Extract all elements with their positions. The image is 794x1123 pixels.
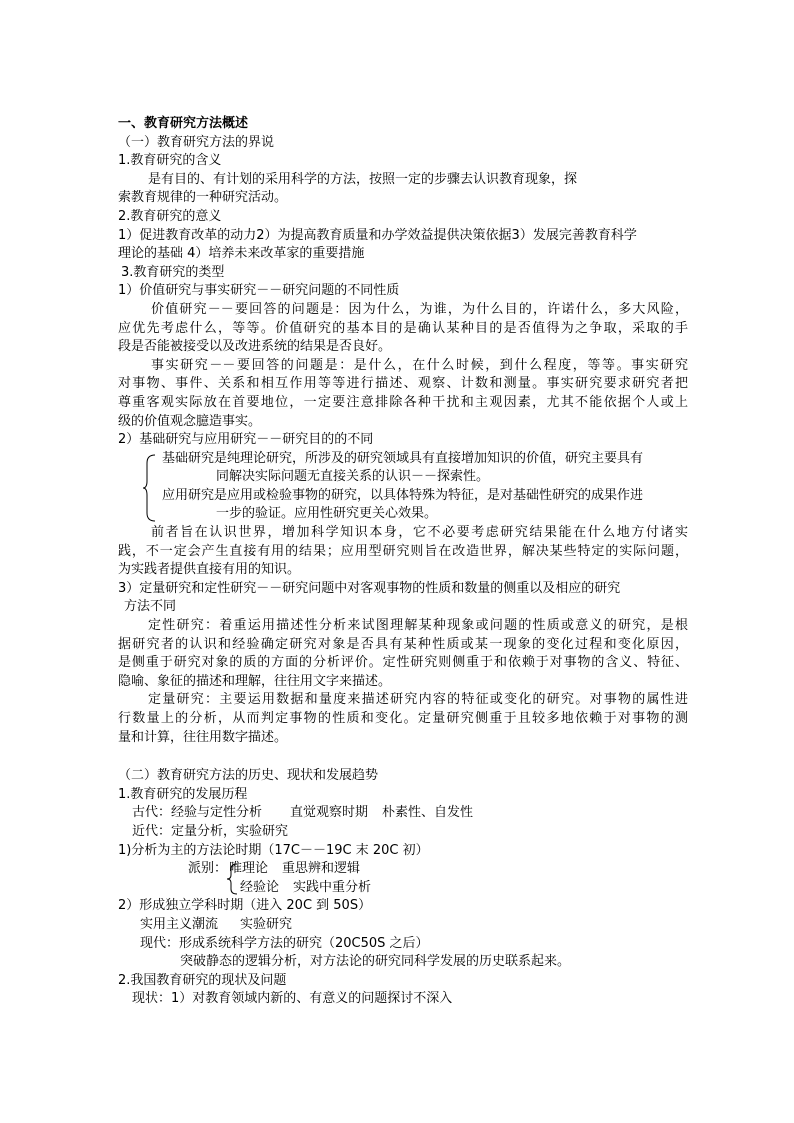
schools-brace-group (118, 860, 688, 897)
paragraph-line: 据研究者的认识和经验确定研究对象是否具有某种性质或某一现象的变化过程和变化原因， (118, 636, 688, 652)
type-heading: 方法不同 (124, 599, 177, 615)
history-text: 2）形成独立学科时期（进入 20C 到 50S） (118, 898, 372, 914)
paragraph-line: 尊重客观实际放在首要地位，一定要注意排除各种干扰和主观因素，尤其不能依据个人或上 (118, 394, 688, 410)
history-row (118, 804, 688, 823)
subsection-title: （一）教育研究方法的界说 (118, 134, 275, 150)
paragraph-line: 定性研究：着重运用描述性分析来试图理解某种现象或问题的性质或意义的研究，是根 (148, 618, 688, 634)
school-row (118, 879, 688, 898)
document-body (118, 115, 688, 1009)
paragraph-line: 理论的基础 4）培养未来改革家的重要措施 (118, 246, 365, 262)
paragraph-line: 是有目的、有计划的采用科学的方法，按照一定的步骤去认识教育现象，探 (148, 171, 578, 187)
paragraph-line: 践，不一定会产生直接有用的结果；应用型研究则旨在改造世界，解决某些特定的实际问题， (118, 543, 688, 559)
school-name: 唯理论 (229, 861, 269, 877)
paragraph-line: 定量研究：主要运用数据和量度来描述研究内容的特征或变化的研究。对事物的属性进 (148, 692, 688, 708)
subsection-title: （二）教育研究方法的历史、现状和发展趋势 (118, 768, 379, 784)
item-heading: 1.教育研究的含义 (118, 153, 222, 169)
paragraph-line: 事实研究－－要回答的问题是：是什么，在什么时候，到什么程度，等等。事实研究 (151, 357, 688, 373)
history-text: 现状：1）对教育领域内新的、有意义的问题探讨不深入 (132, 991, 453, 1007)
history-text: 1)分析为主的方法论时期（17C－－19C 末 20C 初） (118, 842, 429, 858)
history-text: 突破静态的逻辑分析，对方法论的研究同科学发展的历史联系起来。 (180, 954, 571, 970)
history-row (118, 916, 688, 935)
type-heading: 3）定量研究和定性研究－－研究问题中对客观事物的性质和数量的侧重以及相应的研究 (118, 580, 621, 596)
blank-line (118, 747, 688, 767)
history-text: 实用主义潮流 (140, 916, 219, 932)
type-heading: 1）价值研究与事实研究－－研究问题的不同性质 (118, 283, 400, 299)
item-heading: 2.教育研究的意义 (118, 208, 222, 224)
history-text: 古代：经验与定性分析 (132, 805, 263, 821)
brace-icon (226, 863, 240, 895)
paragraph-line: 基础研究是纯理论研究，所涉及的研究领域具有直接增加知识的价值，研究主要具有 (162, 450, 644, 466)
item-heading: 1.教育研究的发展历程 (118, 786, 248, 802)
section-heading: 一、教育研究方法概述 (118, 116, 249, 131)
paragraph-line: 级的价值观念臆造事实。 (118, 413, 262, 429)
paragraph-line: 隐喻、象征的描述和理解，往往用文字来描述。 (118, 673, 392, 689)
history-text: 近代：定量分析，实验研究 (132, 823, 289, 839)
school-desc: 重思辨和逻辑 (282, 861, 361, 877)
paragraph-line: 为实践者提供直接有用的知识。 (118, 562, 301, 578)
paragraph-line: 段是否能被接受以及改进系统的结果是否良好。 (118, 339, 392, 355)
paragraph-line: 前者旨在认识世界，增加科学知识本身，它不必要考虑研究结果能在什么地方付诸实 (151, 525, 688, 541)
paragraph-line: 同解决实际问题无直接关系的认识－－探索性。 (216, 469, 490, 485)
school-label: 派别： (188, 861, 228, 877)
paragraph-line: 应用研究是应用或检验事物的研究，以具体特殊为特征，是对基础性研究的成果作进 (162, 487, 644, 503)
paragraph-line: 量和计算，往往用数字描述。 (118, 729, 288, 745)
history-text: 直觉观察时期 (290, 805, 369, 821)
research-type-brace-group (118, 450, 688, 524)
type-heading: 2）基础研究与应用研究－－研究目的的不同 (118, 432, 374, 448)
school-desc: 实践中重分析 (293, 879, 372, 895)
item-heading: 3.教育研究的类型 (121, 264, 225, 280)
item-heading: 2.我国教育研究的现状及问题 (118, 972, 287, 988)
brace-icon (142, 454, 156, 522)
paragraph-line: 应优先考虑什么，等等。价值研究的基本目的是确认某种目的是否值得为之争取，采取的手 (118, 320, 688, 336)
school-row (118, 860, 688, 879)
paragraph-line: 价值研究－－要回答的问题是：因为什么，为谁，为什么目的，许诺什么，多大风险， (151, 301, 688, 317)
paragraph-line: 1）促进教育改革的动力2）为提高教育质量和办学效益提供决策依据3）发展完善教育科学 (118, 227, 637, 243)
history-text: 实验研究 (240, 916, 293, 932)
history-text: 朴素性、自发性 (382, 805, 474, 821)
paragraph-line: 是侧重于研究对象的质的方面的分析评价。定性研究则侧重于和依赖于对事物的含义、特征、 (118, 655, 688, 671)
paragraph-line: 一步的验证。应用性研究更关心效果。 (216, 506, 438, 522)
school-name: 经验论 (240, 879, 280, 895)
paragraph-line: 对事物、事件、关系和相互作用等等进行描述、观察、计数和测量。事实研究要求研究者把 (118, 376, 688, 392)
paragraph-line: 索教育规律的一种研究活动。 (118, 190, 288, 206)
paragraph-line: 行数量上的分析，从而判定事物的性质和变化。定量研究侧重于且较多地依赖于对事物的测 (118, 711, 688, 726)
history-text: 现代：形成系统科学方法的研究（20C50S 之后） (140, 935, 429, 951)
